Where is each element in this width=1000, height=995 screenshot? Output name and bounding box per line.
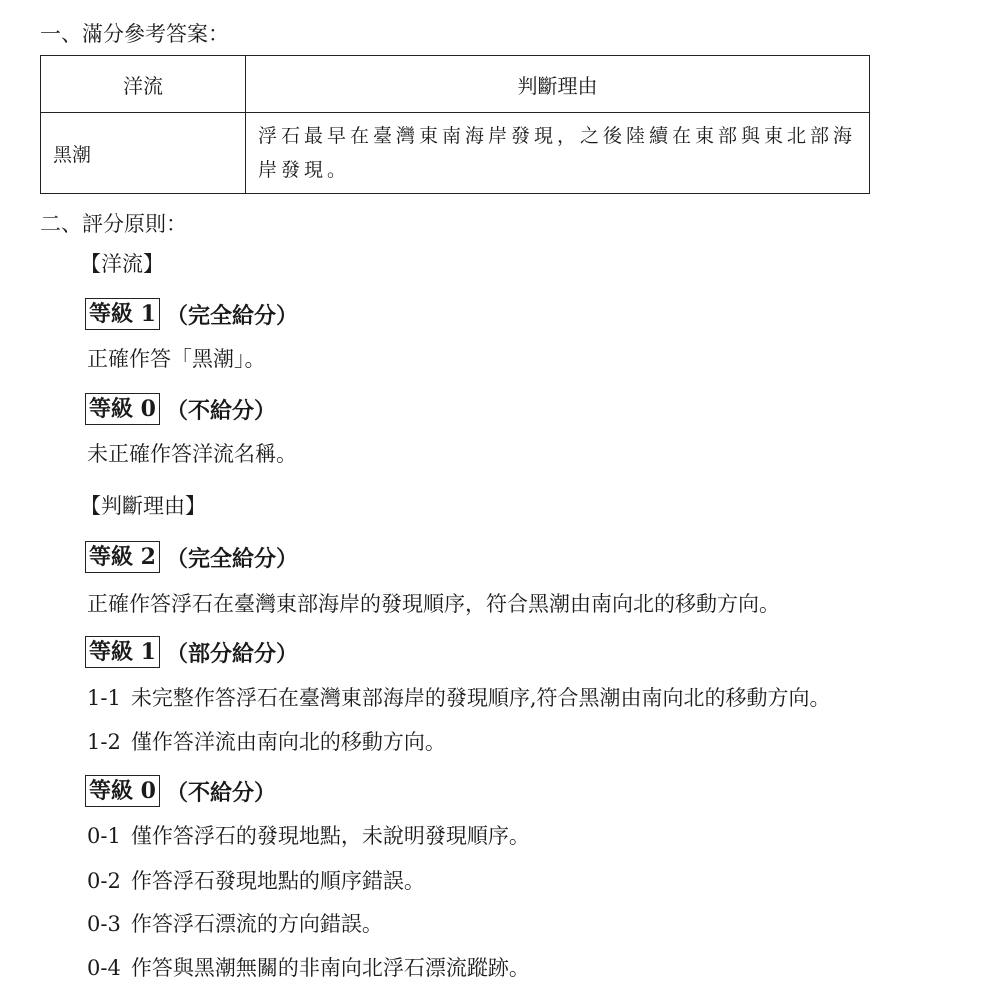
section-title-scoring: 二、評分原則： xyxy=(40,212,187,236)
criterion-line: 未正確作答洋流名稱。 xyxy=(87,442,297,466)
criterion-text: 未完整作答浮石在臺灣東部海岸的發現順序,符合黑潮由南向北的移動方向。 xyxy=(130,686,831,710)
level-note: （完全給分） xyxy=(165,545,298,572)
criterion-line xyxy=(87,682,831,712)
level-box: 等級 1 xyxy=(85,636,160,668)
criterion-code: 0-3 xyxy=(87,912,121,936)
level-block-ocean-0 xyxy=(85,393,276,425)
criterion-text: 作答浮石漂流的方向錯誤。 xyxy=(130,912,383,936)
criterion-code: 1-1 xyxy=(87,686,121,710)
heading-reason: 【判斷理由】 xyxy=(80,494,206,518)
criterion-line xyxy=(87,865,425,895)
table-row xyxy=(41,113,870,194)
header-reason: 判斷理由 xyxy=(246,56,870,113)
section-title-answer: 一、滿分參考答案： xyxy=(40,22,229,46)
criterion-line xyxy=(87,820,530,850)
criterion-text: 僅作答洋流由南向北的移動方向。 xyxy=(130,730,446,754)
criterion-text: 作答與黑潮無關的非南向北浮石漂流蹤跡。 xyxy=(130,956,530,980)
criterion-text: 作答浮石發現地點的順序錯誤。 xyxy=(130,869,425,893)
criterion-line xyxy=(87,726,446,756)
level-block-reason-2 xyxy=(85,541,298,573)
level-block-reason-0 xyxy=(85,775,276,807)
level-box: 等級 0 xyxy=(85,775,160,807)
header-current: 洋流 xyxy=(41,56,246,113)
answer-table xyxy=(40,55,870,194)
level-note: （不給分） xyxy=(165,779,276,806)
criterion-text: 僅作答浮石的發現地點，未說明發現順序。 xyxy=(130,824,530,848)
level-box: 等級 1 xyxy=(85,298,160,330)
criterion-code: 0-2 xyxy=(87,869,121,893)
criterion-code: 1-2 xyxy=(87,730,121,754)
table-header-row xyxy=(41,56,870,113)
criterion-line: 正確作答「黑潮」。 xyxy=(87,347,266,371)
level-block-reason-1 xyxy=(85,636,298,668)
level-box: 等級 0 xyxy=(85,393,160,425)
level-note: （完全給分） xyxy=(165,302,298,329)
level-box: 等級 2 xyxy=(85,541,160,573)
criterion-code: 0-4 xyxy=(87,956,121,980)
heading-ocean-current: 【洋流】 xyxy=(80,252,164,276)
criterion-line: 正確作答浮石在臺灣東部海岸的發現順序，符合黑潮由南向北的移動方向。 xyxy=(87,592,780,616)
level-block-ocean-1 xyxy=(85,298,298,330)
level-note: （不給分） xyxy=(165,397,276,424)
criterion-code: 0-1 xyxy=(87,824,121,848)
criterion-line xyxy=(87,952,530,982)
level-note: （部分給分） xyxy=(165,640,298,667)
cell-current: 黑潮 xyxy=(41,113,246,194)
criterion-line xyxy=(87,908,383,938)
cell-reason: 浮石最早在臺灣東南海岸發現，之後陸續在東部與東北部海岸發現。 xyxy=(246,113,870,194)
